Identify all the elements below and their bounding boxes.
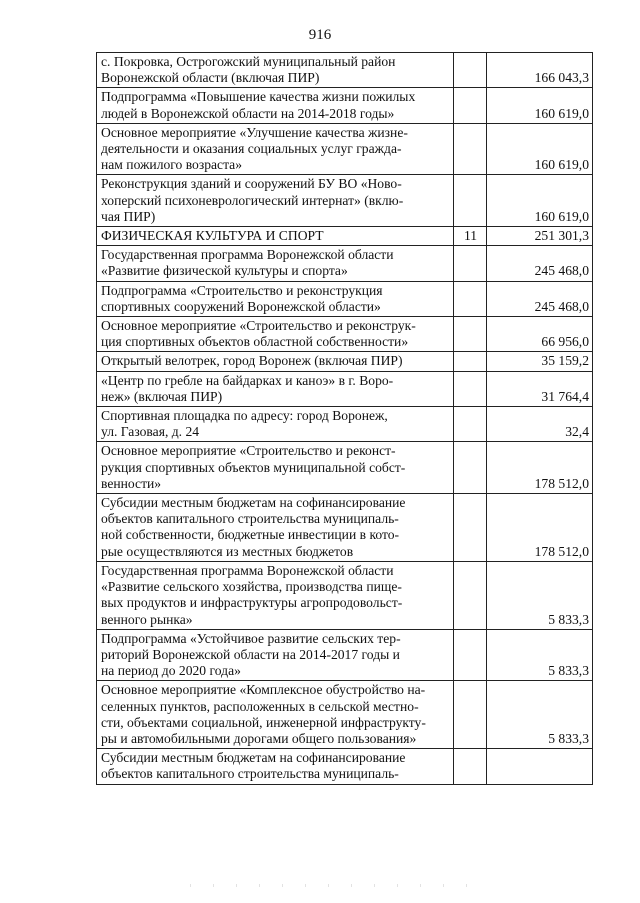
item-name-cell (97, 442, 454, 494)
item-name-line: ул. Газовая, д. 24 (101, 424, 200, 440)
item-name-line: рукция спортивных объектов муниципальной собст- (101, 459, 406, 475)
item-name-line: Основное мероприятие «Комплексное обустройство на- (101, 682, 426, 698)
item-name-cell (97, 175, 454, 227)
item-name-line: ной собственности, бюджетные инвестиции в кото- (101, 527, 400, 543)
amount-cell: 35 159,2 (487, 352, 593, 371)
item-name-line: Государственная программа Воронежской области (101, 247, 394, 263)
item-name-line: «Развитие физической культуры и спорта» (101, 263, 348, 279)
item-name-line: Основное мероприятие «Строительство и реконст- (101, 443, 396, 459)
section-code-cell (454, 352, 487, 371)
item-name-line: Основное мероприятие «Строительство и реконструк- (101, 318, 416, 334)
amount-cell: 245 468,0 (487, 246, 593, 281)
amount-cell: 32,4 (487, 407, 593, 442)
table-row (97, 371, 593, 406)
item-name-line: венного рынка» (101, 611, 193, 627)
item-name-cell (97, 371, 454, 406)
amount-cell: 31 764,4 (487, 371, 593, 406)
amount-cell: 178 512,0 (487, 442, 593, 494)
section-code-cell: 11 (454, 227, 487, 246)
table-row (97, 352, 593, 371)
item-name-line: селенных пунктов, расположенных в сельской местно- (101, 698, 419, 714)
amount-cell: 160 619,0 (487, 123, 593, 175)
item-name-cell (97, 53, 454, 88)
table-row (97, 175, 593, 227)
item-name-line: венности» (101, 475, 162, 491)
item-name-line: «Развитие сельского хозяйства, производства пище- (101, 579, 402, 595)
item-name-line: объектов капитального строительства муниципаль- (101, 511, 399, 527)
item-name-cell (97, 352, 454, 371)
item-name-line: Спортивная площадка по адресу: город Воронеж, (101, 408, 388, 424)
item-name-cell (97, 749, 454, 784)
table-row (97, 749, 593, 784)
item-name-cell (97, 561, 454, 629)
item-name-line: на период до 2020 года» (101, 663, 241, 679)
item-name-line: «Центр по гребле на байдарках и каноэ» в г. Воро- (101, 372, 394, 388)
section-code-cell (454, 561, 487, 629)
table-row (97, 88, 593, 123)
amount-cell: 66 956,0 (487, 317, 593, 352)
item-name-line: Воронежской области (включая ПИР) (101, 70, 320, 86)
item-name-line: объектов капитального строительства муниципаль- (101, 766, 399, 782)
item-name-line: ция спортивных объектов областной собственности» (101, 334, 409, 350)
item-name-line: нам пожилого возраста» (101, 157, 243, 173)
item-name-line: с. Покровка, Острогожский муниципальный район (101, 54, 396, 69)
item-name-line: вых продуктов и инфраструктуры агропродовольст- (101, 595, 403, 611)
item-name-line: ры и автомобильными дорогами общего пользования» (101, 730, 417, 746)
section-code-cell (454, 442, 487, 494)
section-code-cell (454, 53, 487, 88)
amount-cell: 178 512,0 (487, 494, 593, 562)
amount-cell: 251 301,3 (487, 227, 593, 246)
amount-cell: 5 833,3 (487, 561, 593, 629)
item-name-line: Открытый велотрек, город Воронеж (включая ПИР) (101, 353, 403, 369)
amount-cell: 5 833,3 (487, 681, 593, 749)
table-row (97, 681, 593, 749)
table-row (97, 442, 593, 494)
table-row (97, 407, 593, 442)
item-name-line: Подпрограмма «Повышение качества жизни пожилых (101, 89, 416, 105)
table-row (97, 317, 593, 352)
section-code-cell (454, 371, 487, 406)
item-name-line: Реконструкция зданий и сооружений БУ ВО «Ново- (101, 176, 402, 192)
table-row (97, 281, 593, 316)
section-code-cell (454, 494, 487, 562)
table-row (97, 227, 593, 246)
amount-cell: 160 619,0 (487, 175, 593, 227)
item-name-cell (97, 123, 454, 175)
item-name-cell (97, 88, 454, 123)
item-name-cell (97, 407, 454, 442)
item-name-cell (97, 681, 454, 749)
section-code-cell (454, 88, 487, 123)
table-row (97, 53, 593, 88)
item-name-cell (97, 227, 454, 246)
amount-cell: 5 833,3 (487, 629, 593, 681)
item-name-line: спортивных сооружений Воронежской области» (101, 298, 381, 314)
item-name-line: неж» (включая ПИР) (101, 388, 223, 404)
section-code-cell (454, 681, 487, 749)
page-number: 916 (308, 27, 332, 43)
section-code-cell (454, 281, 487, 316)
item-name-line: Субсидии местным бюджетам на софинансирование (101, 495, 406, 511)
amount-cell: 160 619,0 (487, 88, 593, 123)
section-code-cell (454, 407, 487, 442)
item-name-cell (97, 246, 454, 281)
item-name-line: Субсидии местным бюджетам на софинансирование (101, 750, 406, 766)
item-name-line: Государственная программа Воронежской области (101, 562, 394, 578)
table-row (97, 123, 593, 175)
item-name-line: риторий Воронежской области на 2014-2017 годы и (101, 646, 400, 662)
item-name-line: ФИЗИЧЕСКАЯ КУЛЬТУРА И СПОРТ (101, 228, 324, 244)
item-name-line: сти, объектами социальной, инженерной инфраструкту- (101, 714, 426, 730)
section-code-cell (454, 246, 487, 281)
item-name-cell (97, 629, 454, 681)
item-name-line: деятельности и оказания социальных услуг гражда- (101, 141, 402, 157)
item-name-line: Подпрограмма «Строительство и реконструкция (101, 282, 383, 298)
item-name-cell (97, 494, 454, 562)
item-name-line: Основное мероприятие «Улучшение качества жизне- (101, 124, 408, 140)
budget-table-body (97, 53, 593, 785)
section-code-cell (454, 629, 487, 681)
item-name-line: людей в Воронежской области на 2014-2018 годы» (101, 105, 395, 121)
table-row (97, 494, 593, 562)
amount-cell: 245 468,0 (487, 281, 593, 316)
item-name-line: рые осуществляются из местных бюджетов (101, 543, 354, 559)
item-name-cell (97, 317, 454, 352)
section-code-cell (454, 317, 487, 352)
table-row (97, 629, 593, 681)
item-name-line: чая ПИР) (101, 208, 156, 224)
table-row (97, 246, 593, 281)
amount-cell (487, 749, 593, 784)
budget-table (96, 52, 593, 785)
scan-artifact (190, 884, 470, 887)
section-code-cell (454, 749, 487, 784)
item-name-line: хоперский психоневрологический интернат» (вклю- (101, 192, 404, 208)
item-name-cell (97, 281, 454, 316)
table-row (97, 561, 593, 629)
section-code-cell (454, 175, 487, 227)
item-name-line: Подпрограмма «Устойчивое развитие сельских тер- (101, 630, 401, 646)
section-code-cell (454, 123, 487, 175)
amount-cell: 166 043,3 (487, 53, 593, 88)
